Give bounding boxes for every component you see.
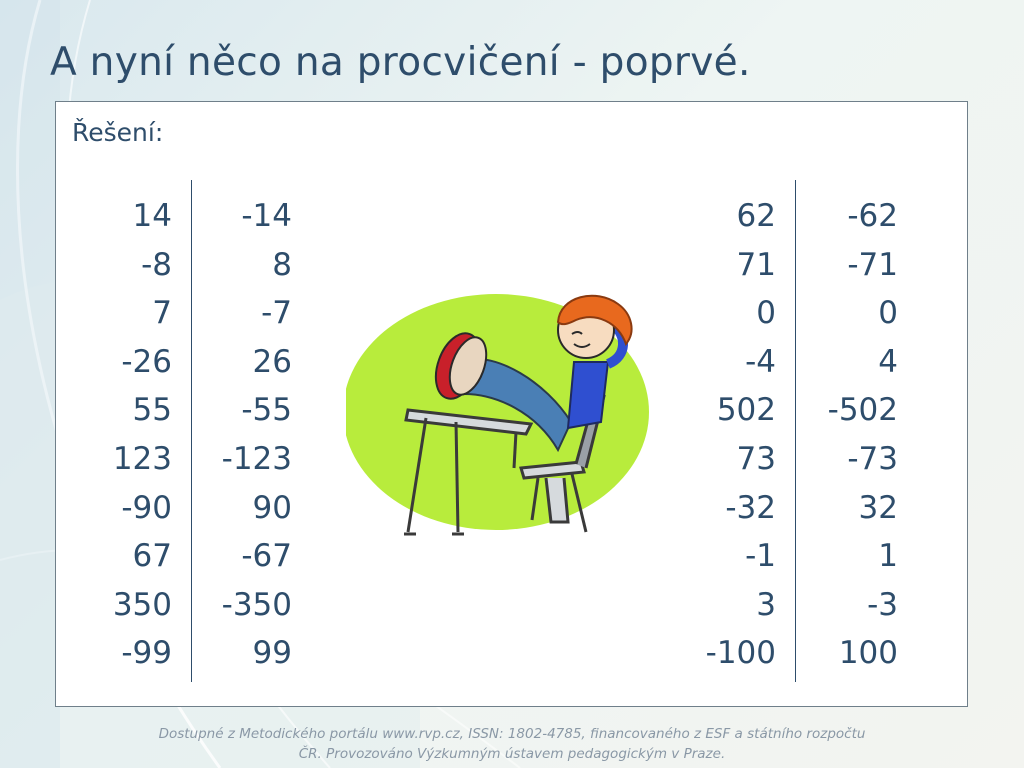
left-numbers-column — [76, 192, 172, 678]
slide-title: A nyní něco na procvičení - poprvé. — [50, 40, 751, 85]
left-number-cell: -99 — [121, 635, 172, 672]
shirt — [568, 362, 608, 428]
right-number-cell: 0 — [756, 295, 776, 332]
solution-label: Řešení: — [72, 118, 164, 147]
left-opposite-cell: -7 — [261, 295, 292, 332]
right-opposite-cell: -73 — [847, 440, 898, 477]
left-number-cell: 67 — [132, 538, 172, 575]
right-numbers-column — [656, 192, 776, 678]
left-opposite-cell: -14 — [241, 198, 292, 234]
left-number-cell: 123 — [112, 440, 172, 477]
left-opposite-cell: -55 — [241, 392, 292, 429]
right-opposite-cell: 1 — [878, 538, 898, 575]
right-number-cell: 71 — [736, 246, 776, 283]
left-number-cell: 55 — [132, 392, 172, 429]
right-opposite-cell: -3 — [867, 586, 898, 623]
right-opposite-cell: -71 — [847, 246, 898, 283]
right-opposite-cell: -502 — [827, 392, 898, 429]
left-opposite-cell: 99 — [252, 635, 292, 672]
right-number-cell: -100 — [705, 635, 776, 672]
right-number-cell: -4 — [745, 343, 776, 380]
left-number-cell: -8 — [141, 246, 172, 283]
left-opposite-cell: 8 — [272, 246, 292, 283]
left-number-cell: -90 — [121, 489, 172, 526]
right-opposite-cell: 32 — [858, 489, 898, 526]
student-relaxing-clipart — [346, 282, 676, 552]
right-opposite-cell: 0 — [878, 295, 898, 332]
left-opposites-column — [186, 192, 292, 678]
left-number-cell: -26 — [121, 343, 172, 380]
right-opposite-cell: 4 — [878, 343, 898, 380]
left-opposite-cell: -123 — [221, 440, 292, 477]
right-opposite-cell: 100 — [838, 635, 898, 672]
right-number-cell: -32 — [725, 489, 776, 526]
right-number-cell: 502 — [716, 392, 776, 429]
right-number-cell: 73 — [736, 440, 776, 477]
footer-line-1: Dostupné z Metodického portálu www.rvp.cz, ISSN: 1802-4785, financovaného z ESF a státního rozpočtu — [158, 726, 866, 742]
footer-line-2: ČR. Provozováno Výzkumným ústavem pedagogickým v Praze. — [298, 746, 726, 762]
right-opposites-column — [796, 192, 898, 678]
right-number-cell: 3 — [756, 586, 776, 623]
left-opposite-cell: 90 — [252, 489, 292, 526]
right-opposite-cell: -62 — [847, 198, 898, 234]
right-number-cell: -1 — [745, 538, 776, 575]
left-opposite-cell: 26 — [252, 343, 292, 380]
footer-credits — [0, 724, 1024, 764]
left-opposite-cell: -350 — [221, 586, 292, 623]
left-opposite-cell: -67 — [241, 538, 292, 575]
left-number-cell: 350 — [112, 586, 172, 623]
left-number-cell: 14 — [132, 198, 172, 234]
content-box — [55, 101, 968, 707]
left-number-cell: 7 — [152, 295, 172, 332]
right-number-cell: 62 — [736, 198, 776, 234]
